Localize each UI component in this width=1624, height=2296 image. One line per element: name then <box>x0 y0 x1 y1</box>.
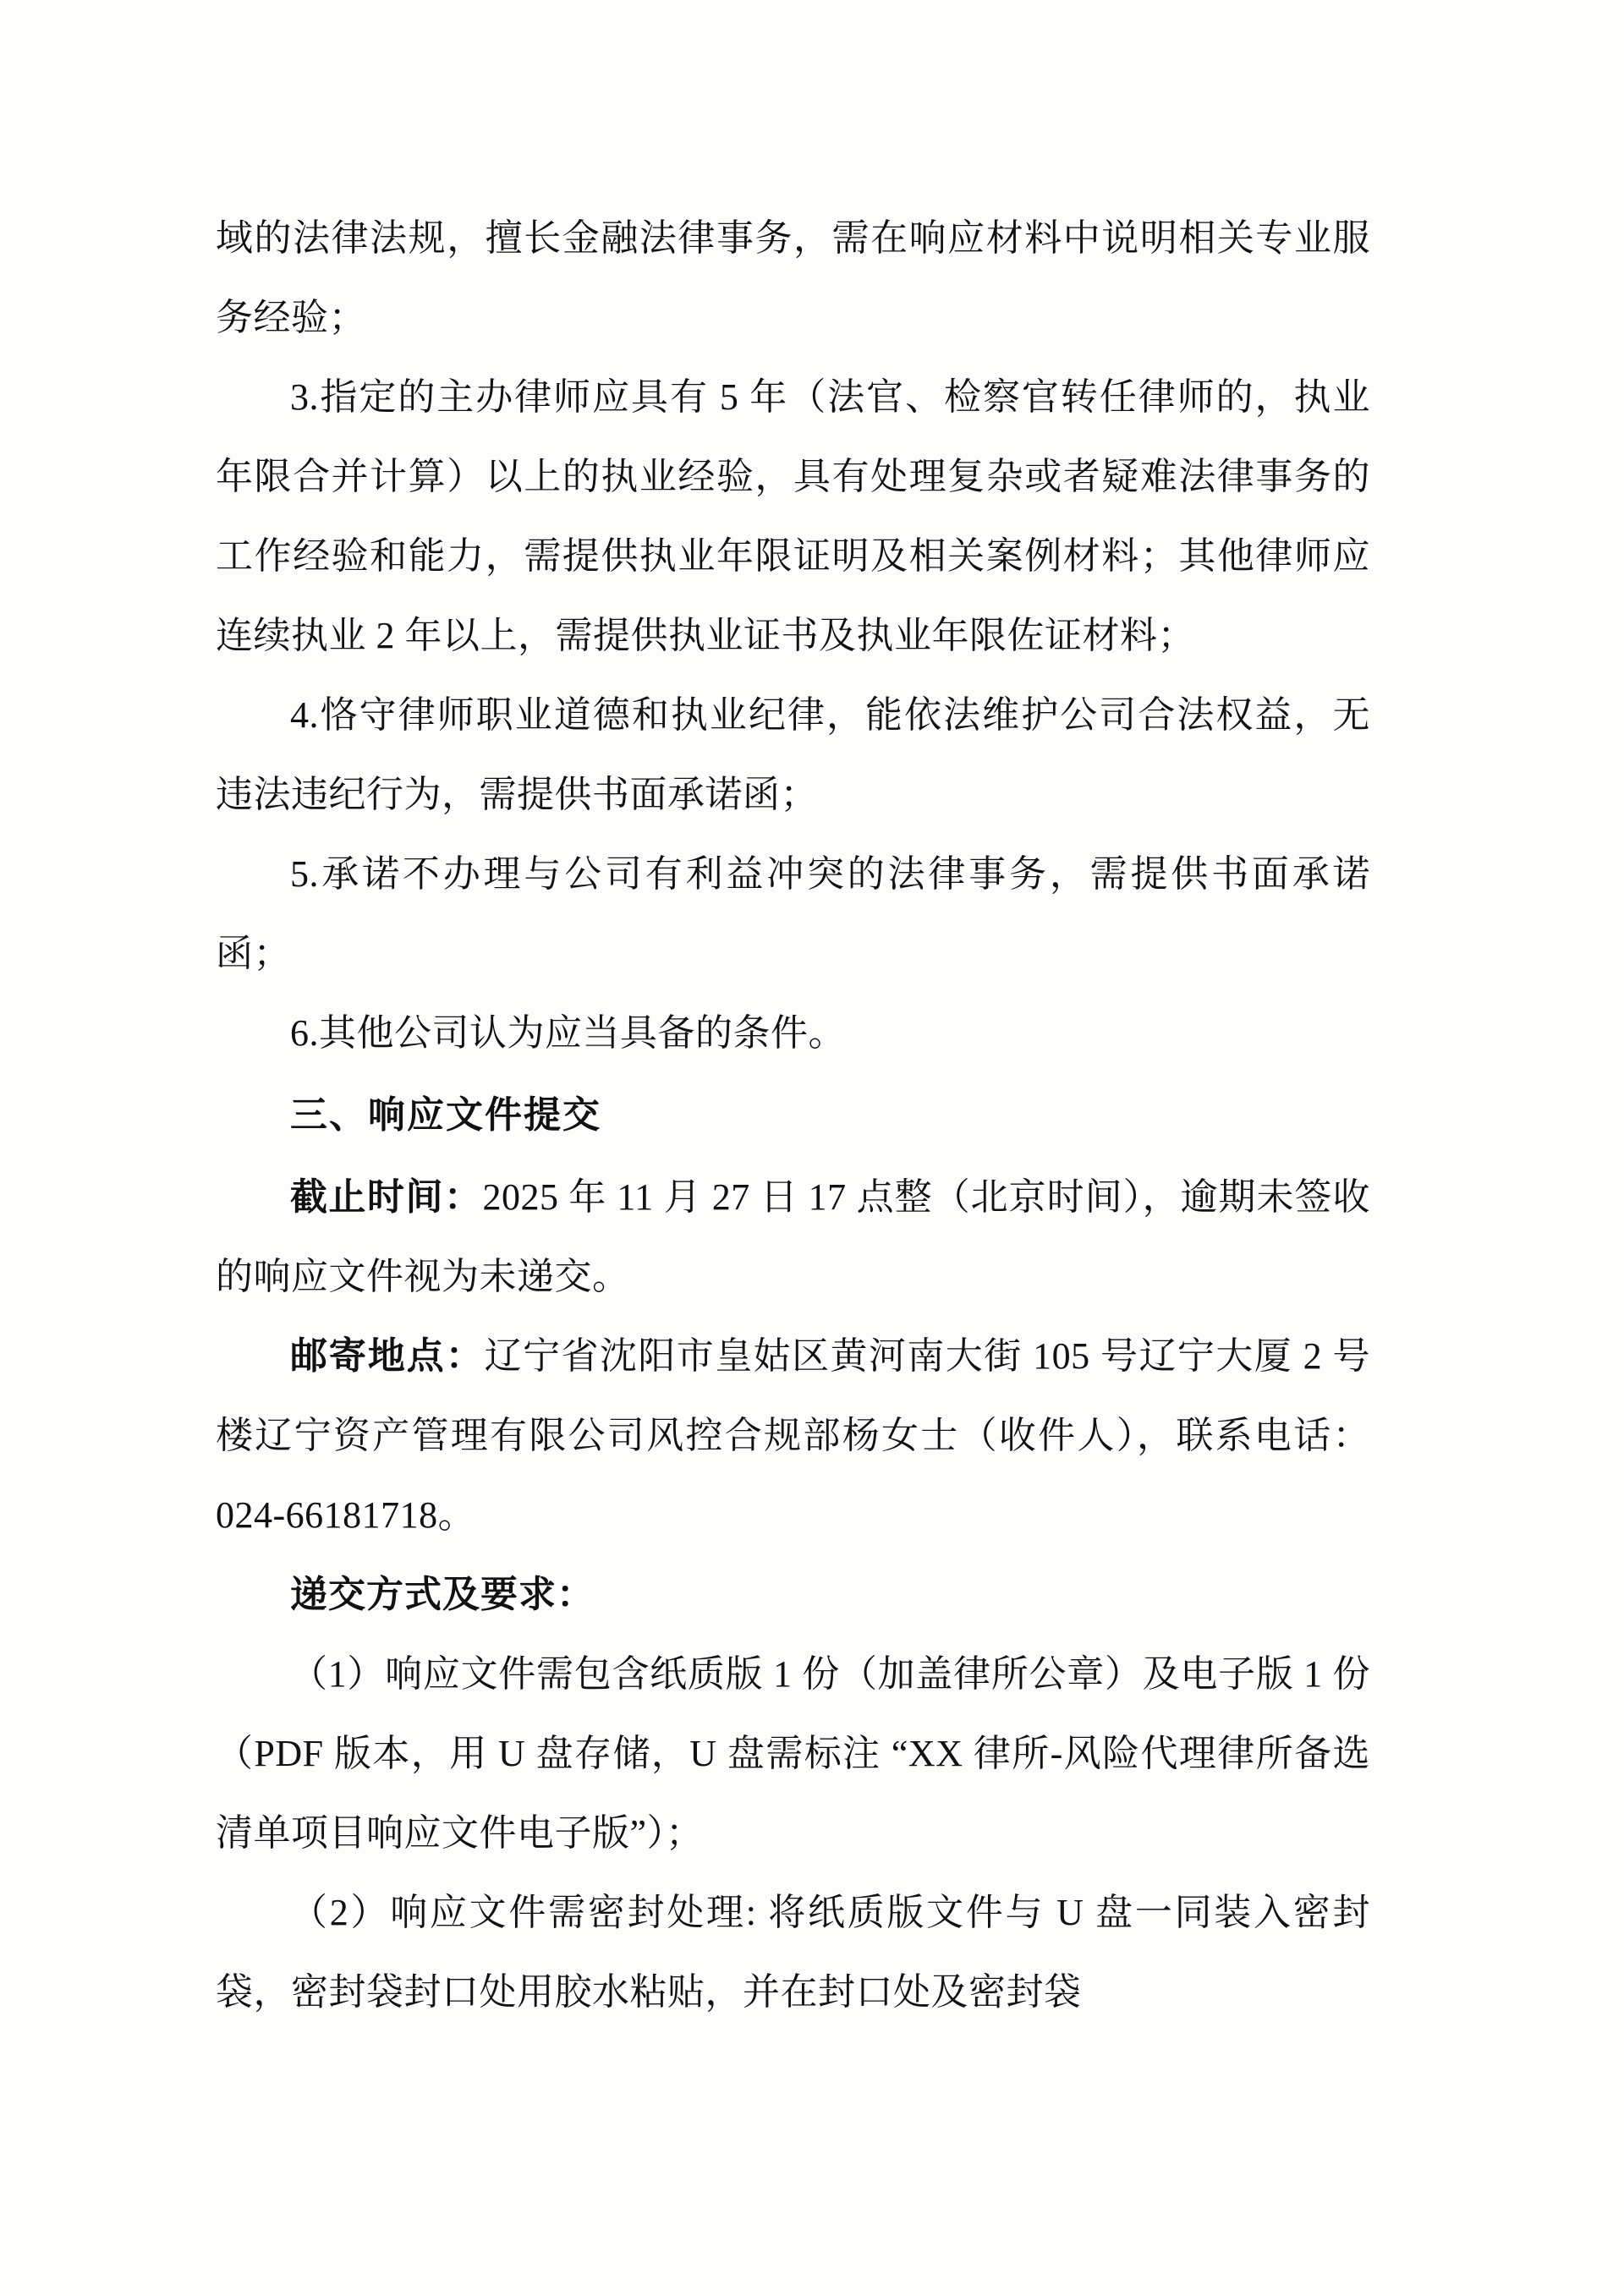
mailing-address-paragraph <box>216 1317 1370 1555</box>
paragraph-continued-domain-experience: 域的法律法规，擅长金融法律事务，需在响应材料中说明相关专业服务经验； <box>216 217 1370 338</box>
paragraph-item-6: 6.其他公司认为应当具备的条件。 <box>290 1012 846 1054</box>
submission-method-label-text: 递交方式及要求： <box>290 1574 595 1615</box>
section-heading-submission: 三、响应文件提交 <box>290 1094 601 1136</box>
mailing-address-text: 辽宁省沈阳市皇姑区黄河南大街 105 号辽宁大厦 2 号楼辽宁资产管理有限公司风控合规部杨女士（收件人），联系电话：024-66181718。 <box>216 1335 1371 1536</box>
deadline-label: 截止时间： <box>290 1176 483 1218</box>
document-body <box>216 199 1370 2032</box>
submission-method-label <box>216 1555 1370 1635</box>
deadline-paragraph <box>216 1158 1370 1317</box>
paragraph-item-3: 3.指定的主办律师应具有 5 年（法官、检察官转任律师的，执业年限合并计算）以上的执业经验，具有处理复杂或者疑难法律事务的工作经验和能力，需提供执业年限证明及相关案例材料；其他律师应连续执业 2 年以上，需提供执业证书及执业年限佐证材料； <box>216 376 1370 656</box>
submission-item-1: （1）响应文件需包含纸质版 1 份（加盖律所公章）及电子版 1 份（PDF 版本，用 U 盘存储，U 盘需标注 “XX 律所-风险代理律所备选清单项目响应文件电子版”）； <box>216 1653 1370 1854</box>
deadline-text: 2025 年 11 月 27 日 17 点整（北京时间），逾期未签收的响应文件视为未递交。 <box>216 1176 1370 1297</box>
paragraph-item-5: 5.承诺不办理与公司有利益冲突的法律事务，需提供书面承诺函； <box>216 853 1370 974</box>
mailing-address-label: 邮寄地点： <box>290 1335 485 1377</box>
submission-item-2: （2）响应文件需密封处理: 将纸质版文件与 U 盘一同装入密封袋，密封袋封口处用胶水粘贴，并在封口处及密封袋 <box>216 1892 1370 2013</box>
paragraph-item-4: 4.恪守律师职业道德和执业纪律，能依法维护公司合法权益，无违法违纪行为，需提供书面承诺函； <box>216 694 1370 815</box>
